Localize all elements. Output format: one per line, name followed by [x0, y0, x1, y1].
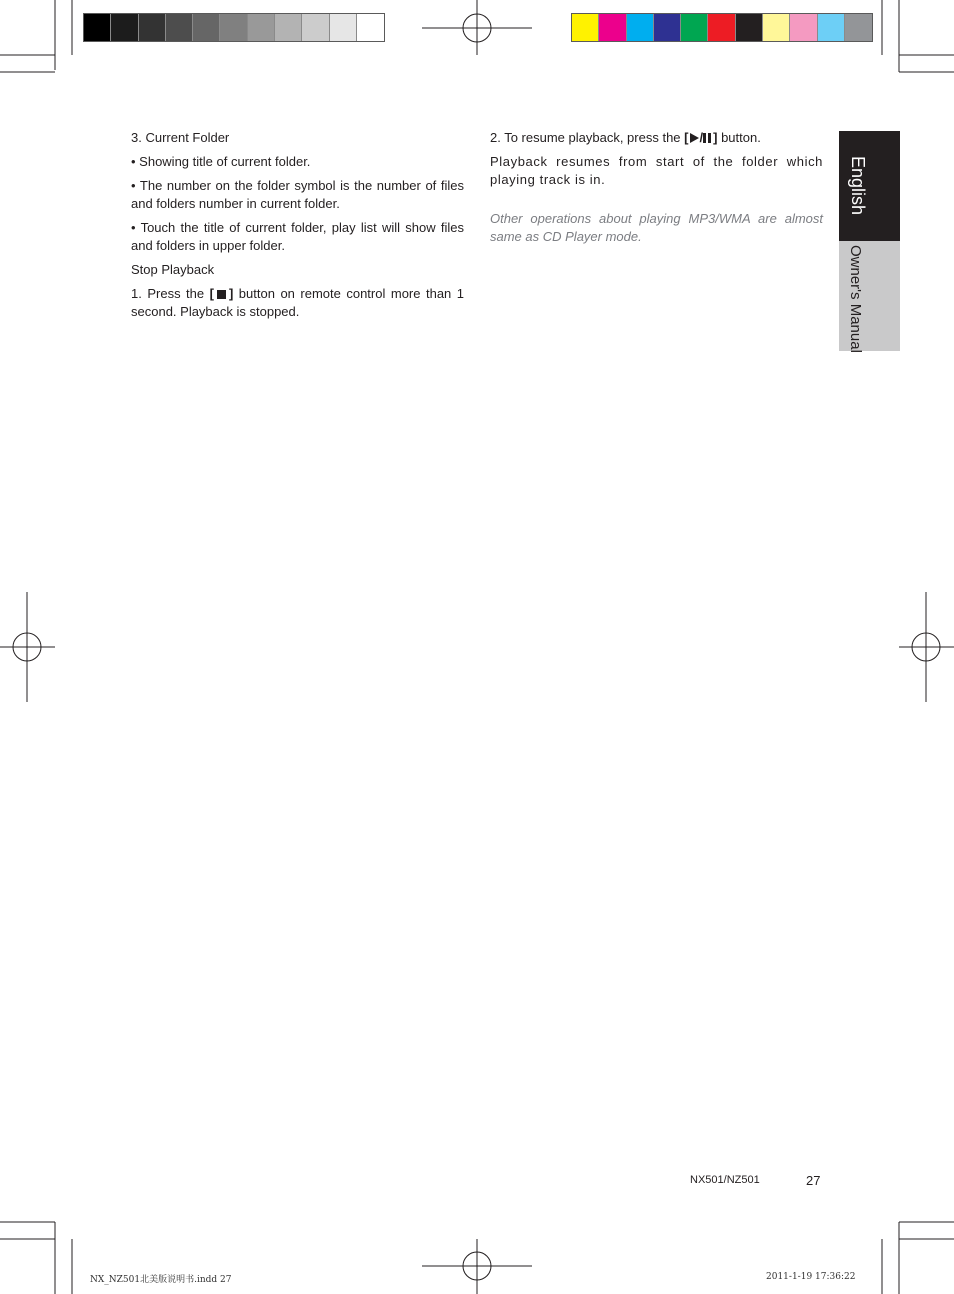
stop-playback-heading: Stop Playback: [131, 262, 215, 277]
color-swatch: [845, 14, 872, 41]
page-number: 27: [806, 1173, 821, 1188]
stop-step-prefix: 1. Press the: [131, 286, 210, 301]
bracket-close: ]: [228, 286, 234, 301]
color-swatch: [736, 14, 763, 41]
color-swatch: [302, 14, 329, 41]
manual-tab: [839, 241, 900, 351]
resume-step-prefix: 2. To resume playback, press the: [490, 130, 685, 145]
manual-label: Owner's Manual: [847, 245, 864, 353]
pause-icon: [703, 133, 711, 143]
color-swatch: [193, 14, 220, 41]
color-swatch: [166, 14, 193, 41]
language-label: English: [848, 156, 868, 216]
footer-model: NX501/NZ501: [690, 1174, 760, 1186]
resume-step: [490, 129, 823, 147]
bullet-folder-number: • The number on the folder symbol is the number of files and folders number in current folder.: [131, 178, 464, 211]
color-swatch: [818, 14, 845, 41]
color-swatch: [357, 14, 384, 41]
process-color-bar: [571, 13, 873, 42]
stop-icon: [217, 290, 226, 299]
color-swatch: [654, 14, 681, 41]
color-swatch: [627, 14, 654, 41]
color-swatch: [708, 14, 735, 41]
bracket-open: [: [684, 130, 689, 145]
color-swatch: [220, 14, 247, 41]
bracket-open: [: [209, 286, 214, 301]
grayscale-color-bar: [83, 13, 385, 42]
side-tab: [839, 131, 900, 351]
left-text-column: [131, 129, 464, 327]
slug-file: NX_NZ501北美版说明书.indd 27: [90, 1275, 232, 1285]
color-swatch: [763, 14, 790, 41]
resume-step-suffix: button.: [717, 130, 761, 145]
slug-timestamp: 2011-1-19 17:36:22: [766, 1272, 856, 1282]
color-swatch: [330, 14, 357, 41]
right-text-column: [490, 129, 823, 252]
color-swatch: [84, 14, 111, 41]
color-swatch: [139, 14, 166, 41]
resume-description: Playback resumes from start of the folder which playing track is in.: [490, 154, 823, 187]
slash: /: [699, 130, 704, 145]
mp3-wma-note: Other operations about playing MP3/WMA are almost same as CD Player mode.: [490, 211, 823, 244]
bracket-close: ]: [713, 130, 718, 145]
color-swatch: [572, 14, 599, 41]
color-swatch: [248, 14, 275, 41]
color-swatch: [681, 14, 708, 41]
bullet-upper-folder: • Touch the title of current folder, play list will show files and folders in upper folder.: [131, 220, 464, 253]
stop-step-suffix: button on remote control more than 1 second. Playback is stopped.: [131, 286, 464, 319]
stop-step: [131, 285, 464, 321]
language-tab: [839, 131, 900, 241]
color-swatch: [275, 14, 302, 41]
color-swatch: [111, 14, 138, 41]
color-swatch: [790, 14, 817, 41]
color-swatch: [599, 14, 626, 41]
current-folder-heading: 3. Current Folder: [131, 130, 230, 145]
bullet-folder-title: • Showing title of current folder.: [131, 154, 311, 169]
